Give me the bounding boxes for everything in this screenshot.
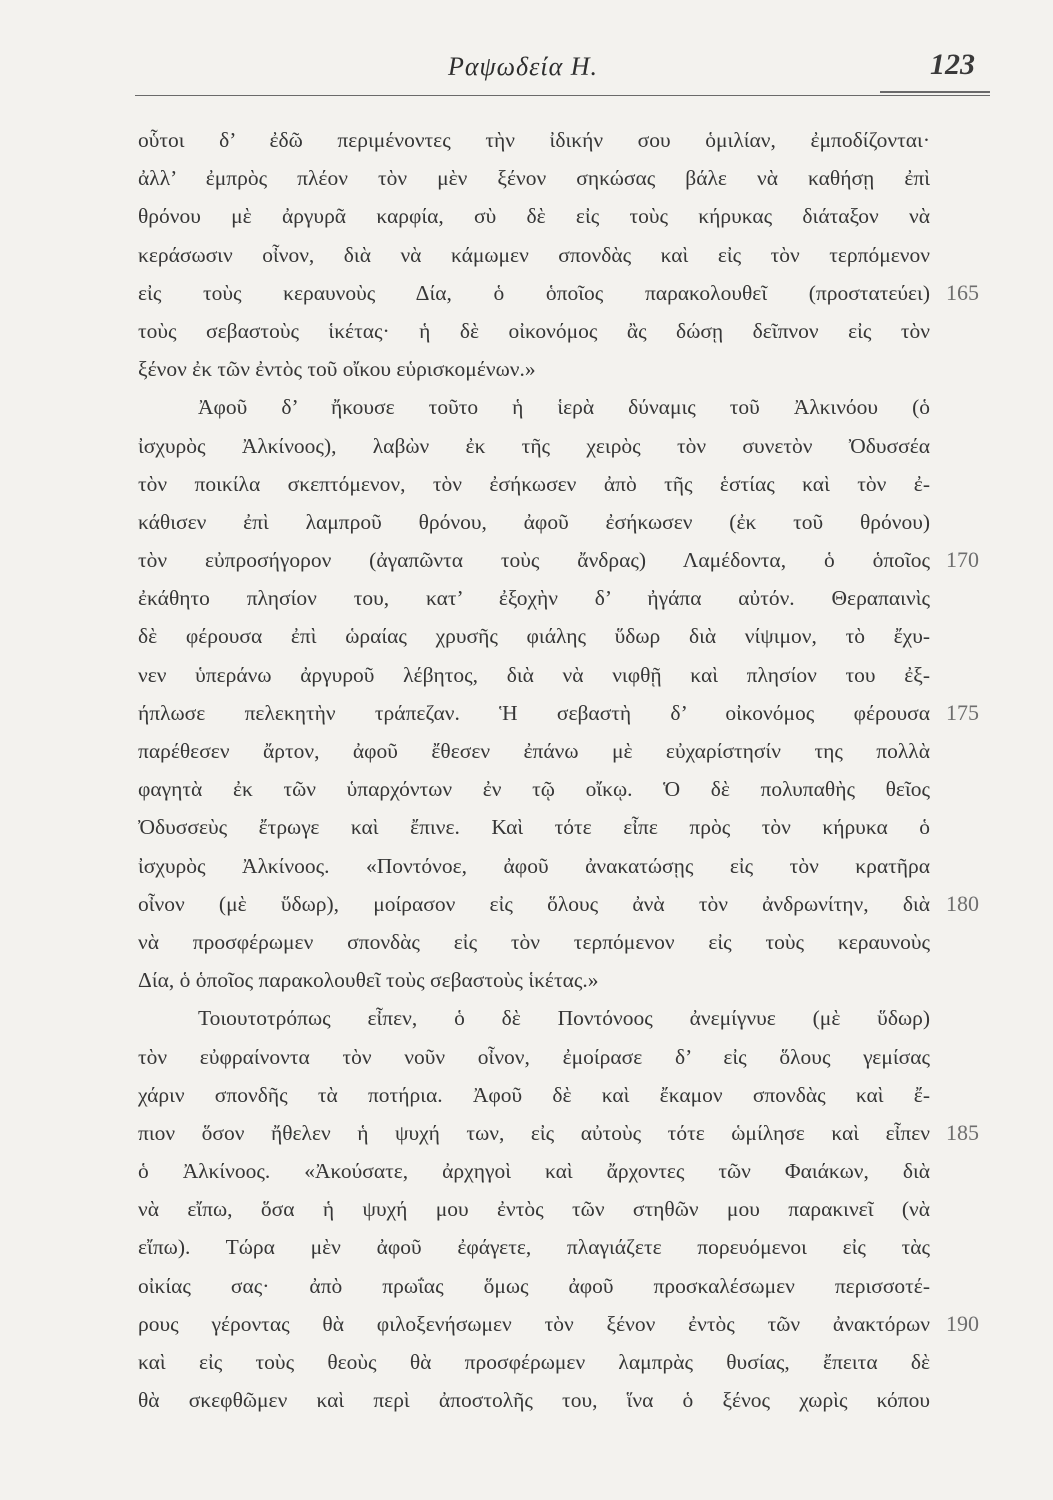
line-text: νὰ εἴπω, ὅσα ἡ ψυχή μου ἐντὸς τῶν στηθῶν μου παρακινεῖ (νὰ bbox=[138, 1197, 930, 1222]
text-line bbox=[138, 1381, 930, 1419]
line-text: εἴπω). Τώρα μὲν ἀφοῦ ἐφάγετε, πλαγιάζετε πορευόμενοι εἰς τὰς bbox=[138, 1235, 930, 1260]
paragraph bbox=[138, 999, 979, 1419]
line-text: θὰ σκεφθῶμεν καὶ περὶ ἀποστολῆς του, ἵνα ὁ ξένος χωρὶς κόπου bbox=[138, 1388, 930, 1413]
text-line bbox=[138, 1190, 930, 1228]
line-text: ἰσχυρὸς Ἀλκίνοος), λαβὼν ἐκ τῆς χειρὸς τὸν συνετὸν Ὀδυσσέα bbox=[138, 433, 930, 458]
text-line bbox=[138, 579, 930, 617]
verse-number: 170 bbox=[946, 547, 979, 573]
line-text: θρόνου μὲ ἀργυρᾶ καρφία, σὺ δὲ εἰς τοὺς κήρυκας διάταξον νὰ bbox=[138, 204, 930, 229]
header-rule bbox=[135, 95, 990, 96]
line-text: ἰσχυρὸς Ἀλκίνοος. «Ποντόνοε, ἀφοῦ ἀνακατώσῃς εἰς τὸν κρατῆρα bbox=[138, 853, 930, 878]
text-line bbox=[138, 121, 930, 159]
line-text: ἐκάθητο πλησίον του, κατ’ ἐξοχὴν δ’ ἠγάπα αὐτόν. Θεραπαινὶς bbox=[138, 586, 930, 611]
text-line bbox=[138, 1114, 979, 1152]
text-line bbox=[138, 961, 930, 999]
text-line bbox=[138, 159, 930, 197]
line-text: Ὀδυσσεὺς ἔτρωγε καὶ ἔπινε. Καὶ τότε εἶπε πρὸς τὸν κήρυκα ὁ bbox=[138, 815, 930, 840]
text-line bbox=[138, 999, 930, 1037]
verse-number: 175 bbox=[946, 699, 979, 725]
text-line bbox=[138, 1267, 930, 1305]
line-text: χάριν σπονδῆς τὰ ποτήρια. Ἀφοῦ δὲ καὶ ἔκαμον σπονδὰς καὶ ἔ- bbox=[138, 1082, 930, 1107]
text-line bbox=[138, 465, 930, 503]
text-line bbox=[138, 885, 979, 923]
line-text: οἰκίας σας· ἀπὸ πρωΐας ὅμως ἀφοῦ προσκαλέσωμεν περισσοτέ- bbox=[138, 1273, 930, 1298]
verse-number: 190 bbox=[946, 1310, 979, 1336]
text-line bbox=[138, 541, 979, 579]
line-text: τὸν ποικίλα σκεπτόμενον, τὸν ἐσήκωσεν ἀπὸ τῆς ἑστίας καὶ τὸν ἐ- bbox=[138, 471, 930, 496]
running-head: Ραψωδεία Η. bbox=[448, 52, 599, 81]
page-number: 123 bbox=[930, 48, 975, 81]
text-line bbox=[138, 808, 930, 846]
text-line bbox=[138, 503, 930, 541]
text-line bbox=[138, 1343, 930, 1381]
text-line bbox=[138, 694, 979, 732]
text-line bbox=[138, 1305, 979, 1343]
line-text: δὲ φέρουσα ἐπὶ ὡραίας χρυσῆς φιάλης ὕδωρ διὰ νίψιμον, τὸ ἔχυ- bbox=[138, 624, 930, 649]
paragraph bbox=[138, 121, 979, 388]
text-line bbox=[138, 274, 979, 312]
text-line bbox=[138, 197, 930, 235]
verse-number: 180 bbox=[946, 890, 979, 916]
line-text: Ἀφοῦ δ’ ἤκουσε τοῦτο ἡ ἱερὰ δύναμις τοῦ Ἀλκινόου (ὁ bbox=[198, 395, 930, 420]
text-line bbox=[138, 1038, 930, 1076]
line-text: ἀλλ’ ἐμπρὸς πλέον τὸν μὲν ξένον σηκώσας βάλε νὰ καθήσῃ ἐπὶ bbox=[138, 166, 930, 191]
verse-number: 165 bbox=[946, 279, 979, 305]
line-text: τὸν εὐπροσήγορον (ἀγαπῶντα τοὺς ἄνδρας) Λαμέδοντα, ὁ ὁποῖος bbox=[138, 548, 930, 573]
text-line bbox=[138, 1076, 930, 1114]
line-text: κεράσωσιν οἶνον, διὰ νὰ κάμωμεν σπονδὰς καὶ εἰς τὸν τερπόμενον bbox=[138, 242, 930, 267]
text-line bbox=[138, 732, 930, 770]
text-line bbox=[138, 388, 930, 426]
line-text: οἶνον (μὲ ὕδωρ), μοίρασον εἰς ὅλους ἀνὰ τὸν ἀνδρωνίτην, διὰ bbox=[138, 891, 930, 916]
line-text: οὗτοι δ’ ἐδῶ περιμένοντες τὴν ἰδικήν σου ὁμιλίαν, ἐμποδίζονται· bbox=[138, 128, 930, 152]
text-line bbox=[138, 350, 930, 388]
paragraph bbox=[138, 388, 979, 999]
text-line bbox=[138, 770, 930, 808]
line-text: Δία, ὁ ὁποῖος παρακολουθεῖ τοὺς σεβαστοὺς ἱκέτας.» bbox=[138, 968, 599, 993]
line-text: ήπλωσε πελεκητὴν τράπεζαν. Ἡ σεβαστὴ δ’ οἰκονόμος φέρουσα bbox=[138, 700, 930, 725]
line-text: τοὺς σεβαστοὺς ἱκέτας· ἡ δὲ οἰκονόμος ἂς δώσῃ δεῖπνον εἰς τὸν bbox=[138, 318, 930, 343]
line-text: νὰ προσφέρωμεν σπονδὰς εἰς τὸν τερπόμενον εἰς τοὺς κεραυνοὺς bbox=[138, 929, 930, 954]
line-text: κάθισεν ἐπὶ λαμπροῦ θρόνου, ἀφοῦ ἐσήκωσεν (ἐκ τοῦ θρόνου) bbox=[138, 509, 930, 534]
text-line bbox=[138, 617, 930, 655]
text-block bbox=[138, 121, 979, 1419]
text-line bbox=[138, 847, 930, 885]
text-line bbox=[138, 1228, 930, 1266]
line-text: πιον ὅσον ἤθελεν ἡ ψυχή των, εἰς αὐτοὺς τότε ὡμίλησε καὶ εἶπεν bbox=[138, 1120, 930, 1145]
text-line bbox=[138, 923, 930, 961]
text-line bbox=[138, 236, 930, 274]
line-text: καὶ εἰς τοὺς θεοὺς θὰ προσφέρωμεν λαμπρὰς θυσίας, ἔπειτα δὲ bbox=[138, 1350, 930, 1374]
line-text: Τοιουτοτρόπως εἶπεν, ὁ δὲ Ποντόνοος ἀνεμίγνυε (μὲ ὕδωρ) bbox=[198, 1006, 930, 1031]
line-text: παρέθεσεν ἄρτον, ἀφοῦ ἔθεσεν ἐπάνω μὲ εὐχαρίστησίν της πολλὰ bbox=[138, 739, 930, 763]
line-text: ξένον ἐκ τῶν ἐντὸς τοῦ οἴκου εὑρισκομένων.» bbox=[138, 357, 536, 382]
text-line bbox=[138, 312, 930, 350]
line-text: εἰς τοὺς κεραυνοὺς Δία, ὁ ὁποῖος παρακολουθεῖ (προστατεύει) bbox=[138, 280, 930, 305]
header-rule-accent bbox=[880, 91, 990, 93]
line-text: ὁ Ἀλκίνοος. «Ἀκούσατε, ἀρχηγοὶ καὶ ἄρχοντες τῶν Φαιάκων, διὰ bbox=[138, 1159, 930, 1184]
text-line bbox=[138, 656, 930, 694]
line-text: φαγητὰ ἐκ τῶν ὑπαρχόντων ἐν τῷ οἴκῳ. Ὁ δὲ πολυπαθὴς θεῖος bbox=[138, 777, 930, 802]
text-line bbox=[138, 427, 930, 465]
line-text: ρους γέροντας θὰ φιλοξενήσωμεν τὸν ξένον ἐντὸς τῶν ἀνακτόρων bbox=[138, 1311, 930, 1336]
line-text: τὸν εὐφραίνοντα τὸν νοῦν οἶνον, ἐμοίρασε δ’ εἰς ὅλους γεμίσας bbox=[138, 1044, 930, 1069]
text-line bbox=[138, 1152, 930, 1190]
verse-number: 185 bbox=[946, 1119, 979, 1145]
line-text: νεν ὑπεράνω ἀργυροῦ λέβητος, διὰ νὰ νιφθῇ καὶ πλησίον του ἐξ- bbox=[138, 662, 930, 687]
